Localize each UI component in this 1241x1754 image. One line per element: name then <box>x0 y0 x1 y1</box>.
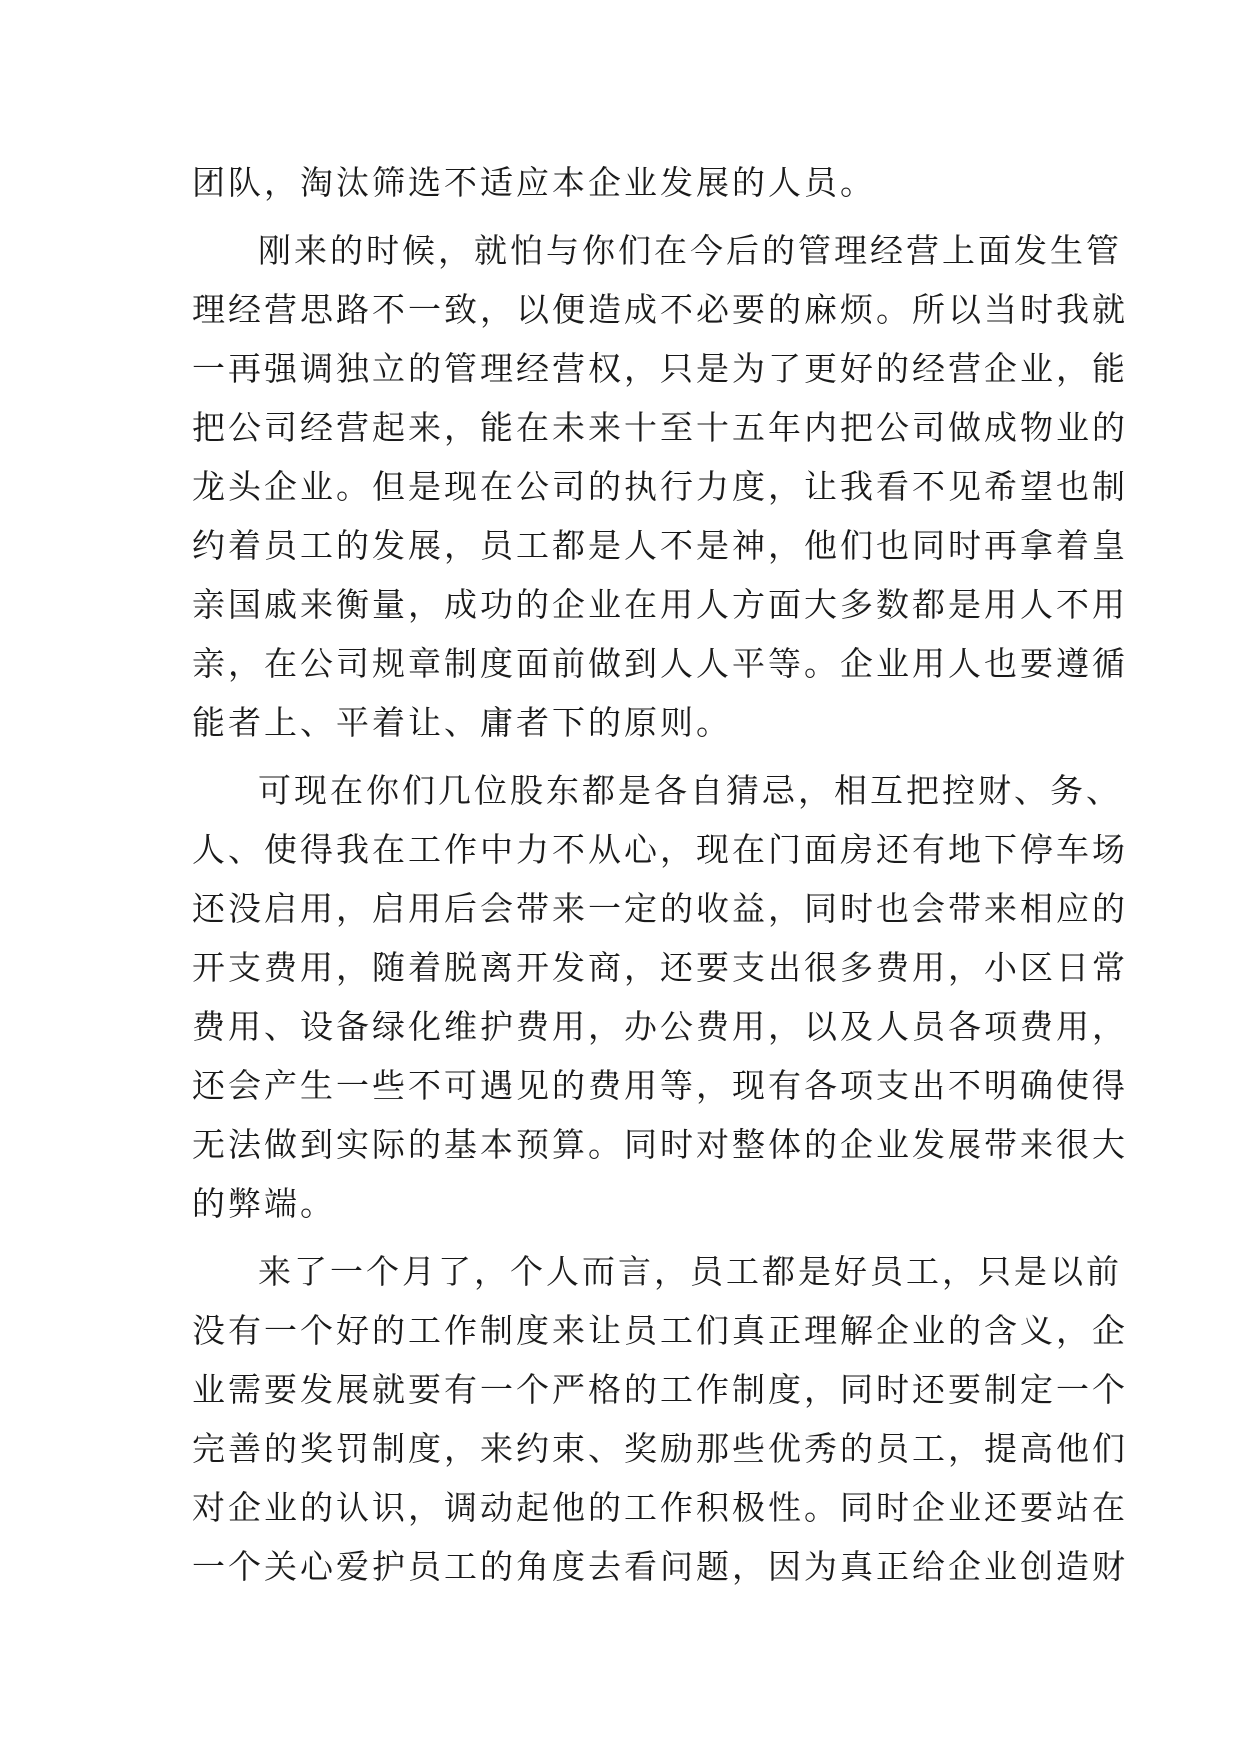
paragraph-1 <box>192 153 1050 212</box>
paragraph-line: 理经营思路不一致，以便造成不必要的麻烦。所以当时我就 <box>192 290 1128 329</box>
paragraph-line: 费用、设备绿化维护费用，办公费用，以及人员各项费用， <box>192 1007 1128 1046</box>
paragraph-line: 对企业的认识，调动起他的工作积极性。同时企业还要站在 <box>192 1488 1128 1527</box>
paragraph-line: 来了一个月了，个人而言，员工都是好员工，只是以前 <box>258 1252 1122 1291</box>
paragraph-line: 龙头企业。但是现在公司的执行力度，让我看不见希望也制 <box>192 467 1128 506</box>
paragraph-line: 开支费用，随着脱离开发商，还要支出很多费用，小区日常 <box>192 948 1128 987</box>
paragraph-line: 人、使得我在工作中力不从心，现在门面房还有地下停车场 <box>192 830 1128 869</box>
paragraph-line: 还会产生一些不可遇见的费用等，现有各项支出不明确使得 <box>192 1066 1128 1105</box>
paragraph-line: 一个关心爱护员工的角度去看问题，因为真正给企业创造财 <box>192 1547 1128 1586</box>
paragraph-line: 可现在你们几位股东都是各自猜忌，相互把控财、务、 <box>258 771 1122 810</box>
paragraph-3 <box>192 761 1128 1233</box>
paragraph-line: 的弊端。 <box>192 1184 336 1223</box>
paragraph-2 <box>192 221 1128 752</box>
document-body <box>192 153 1128 1596</box>
paragraph-line: 把公司经营起来，能在未来十至十五年内把公司做成物业的 <box>192 408 1128 447</box>
paragraph-line: 亲，在公司规章制度面前做到人人平等。企业用人也要遵循 <box>192 644 1128 683</box>
paragraph-line: 业需要发展就要有一个严格的工作制度，同时还要制定一个 <box>192 1370 1128 1409</box>
paragraph-line: 还没启用，启用后会带来一定的收益，同时也会带来相应的 <box>192 889 1128 928</box>
paragraph-line: 完善的奖罚制度，来约束、奖励那些优秀的员工，提高他们 <box>192 1429 1128 1468</box>
paragraph-line: 团队，淘汰筛选不适应本企业发展的人员。 <box>192 163 876 202</box>
paragraph-line: 刚来的时候，就怕与你们在今后的管理经营上面发生管 <box>258 231 1122 270</box>
paragraph-line: 能者上、平着让、庸者下的原则。 <box>192 703 732 742</box>
paragraph-line: 一再强调独立的管理经营权，只是为了更好的经营企业，能 <box>192 349 1128 388</box>
paragraph-line: 无法做到实际的基本预算。同时对整体的企业发展带来很大 <box>192 1125 1128 1164</box>
paragraph-4 <box>192 1242 1128 1596</box>
paragraph-line: 没有一个好的工作制度来让员工们真正理解企业的含义，企 <box>192 1311 1128 1350</box>
paragraph-line: 亲国戚来衡量，成功的企业在用人方面大多数都是用人不用 <box>192 585 1128 624</box>
paragraph-line: 约着员工的发展，员工都是人不是神，他们也同时再拿着皇 <box>192 526 1128 565</box>
